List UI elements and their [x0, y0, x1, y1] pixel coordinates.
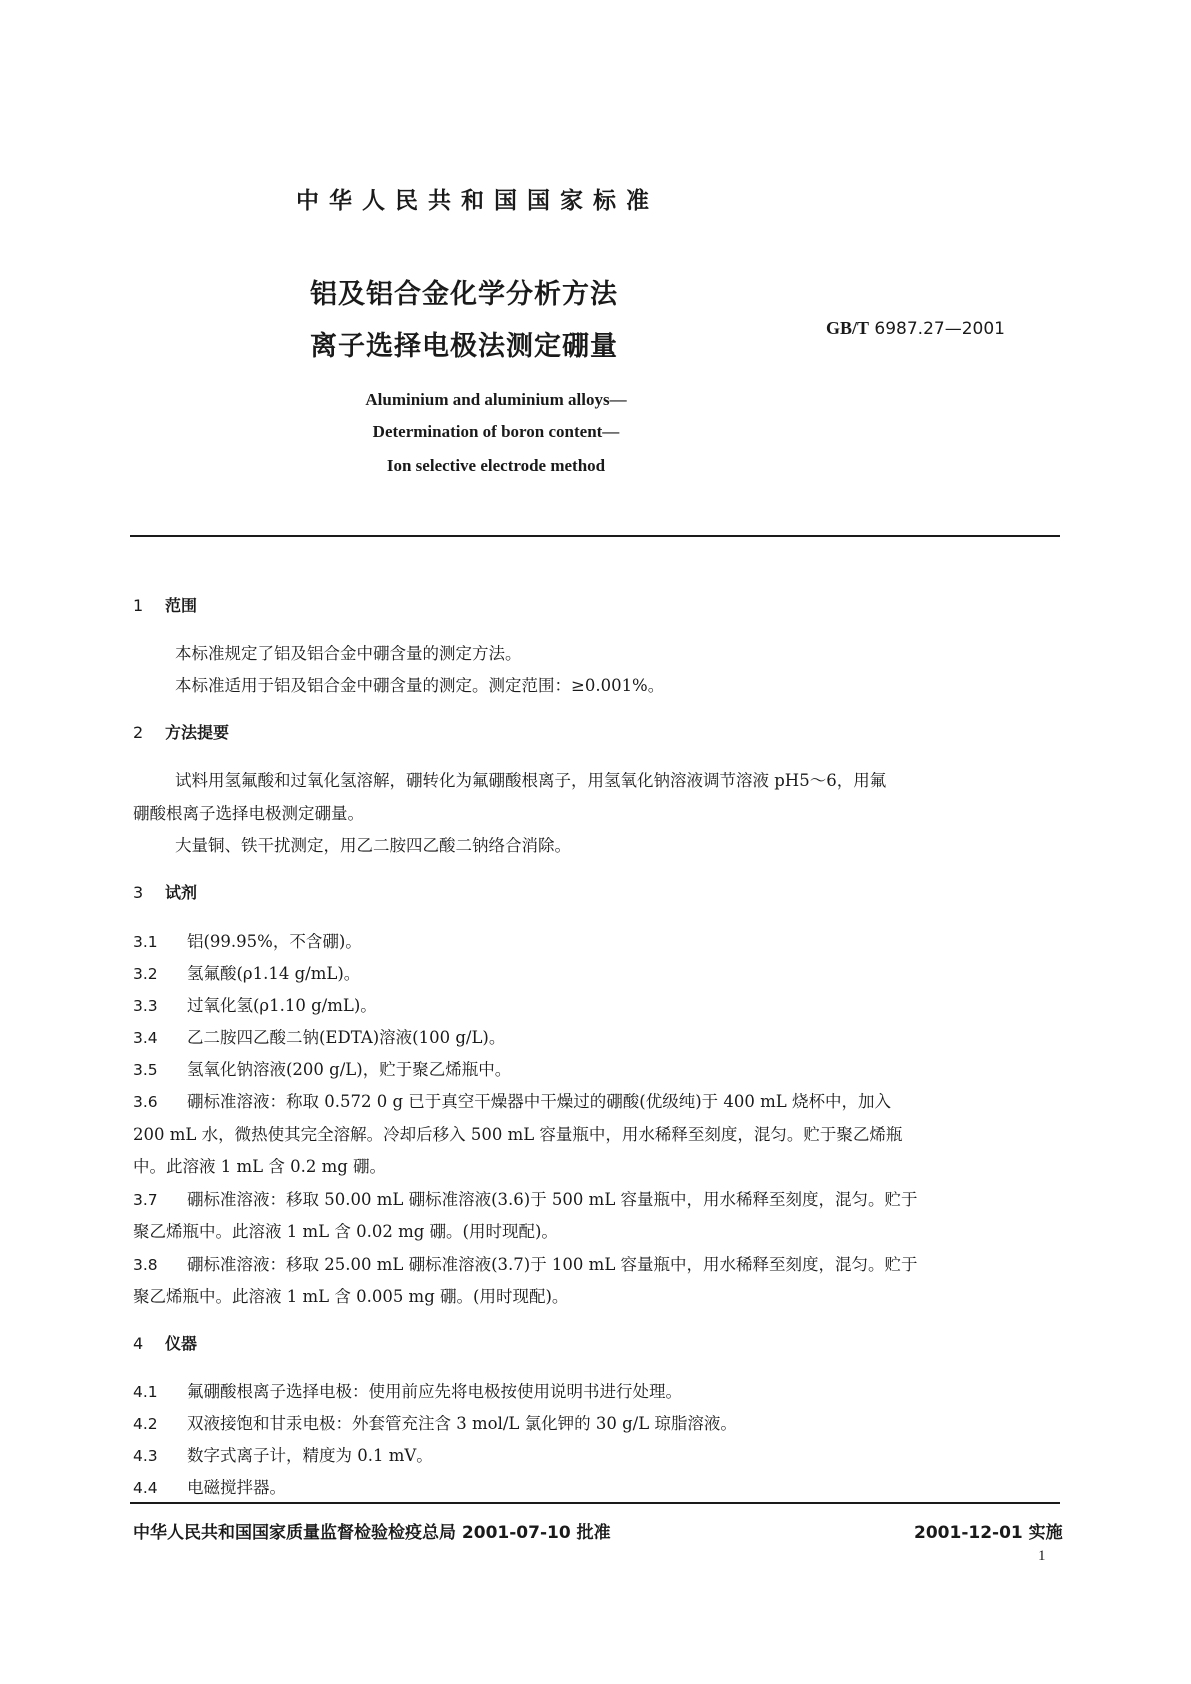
section-1-paragraph-2: 本标准适用于铝及铝合金中硼含量的测定。测定范围：≥0.001%。: [175, 676, 665, 695]
reagent-item: [133, 960, 360, 984]
reagent-item-3-8-line-2: 聚乙烯瓶中。此溶液 1 mL 含 0.005 mg 硼。(用时现配)。: [133, 1287, 569, 1306]
reagent-item-3-8: [133, 1251, 918, 1275]
item-text: 氟硼酸根离子选择电极：使用前应先将电极按使用说明书进行处理。: [187, 1382, 682, 1401]
implementation-date: 2001-12-01 实施: [914, 1523, 1063, 1543]
section-number: 3: [133, 883, 144, 902]
item-text: 乙二胺四乙酸二钠(EDTA)溶液(100 g/L)。: [187, 1028, 506, 1047]
english-title-line-1: Aluminium and aluminium alloys—: [365, 390, 627, 409]
english-title-line-3: Ion selective electrode method: [386, 456, 606, 475]
item-text-line-1: 硼标准溶液：移取 50.00 mL 硼标准溶液(3.6)于 500 mL 容量瓶中，用水稀释至刻度，混匀。贮于: [187, 1190, 918, 1209]
header-divider: [130, 535, 1060, 537]
title-line-1: 铝及铝合金化学分析方法: [310, 279, 618, 310]
item-number: 3.1: [133, 933, 158, 951]
item-number: 3.6: [133, 1093, 158, 1111]
item-text: 铝(99.95%，不含硼)。: [187, 932, 362, 951]
reagent-item-3-6-line-3: 中。此溶液 1 mL 含 0.2 mg 硼。: [133, 1157, 387, 1176]
item-number: 3.8: [133, 1256, 158, 1274]
section-title: 试剂: [165, 883, 198, 902]
item-number: 3.3: [133, 997, 158, 1015]
item-number: 3.7: [133, 1191, 158, 1209]
item-number: 3.2: [133, 965, 158, 983]
reagent-item-3-7: [133, 1186, 918, 1210]
item-number: 4.3: [133, 1447, 158, 1465]
item-text: 数字式离子计，精度为 0.1 mV。: [187, 1446, 433, 1465]
standard-code-number: 6987.27—2001: [874, 319, 1005, 339]
item-text-line-1: 硼标准溶液：移取 25.00 mL 硼标准溶液(3.7)于 100 mL 容量瓶中，用水稀释至刻度，混匀。贮于: [187, 1255, 918, 1274]
english-title-line-2: Determination of boron content—: [372, 422, 620, 441]
reagent-item: [133, 928, 362, 952]
item-text: 过氧化氢(ρ1.10 g/mL)。: [187, 996, 377, 1015]
reagent-item: [133, 992, 377, 1016]
section-3-heading: [133, 880, 197, 903]
page-number: 1: [1038, 1548, 1046, 1564]
reagent-item: [133, 1056, 511, 1080]
item-number: 4.1: [133, 1383, 158, 1401]
item-text: 双液接饱和甘汞电极：外套管充注含 3 mol/L 氯化钾的 30 g/L 琼脂溶液。: [187, 1414, 737, 1433]
section-title: 方法提要: [165, 723, 230, 742]
national-standard-heading: 中华人民共和国国家标准: [296, 188, 659, 214]
title-line-2: 离子选择电极法测定硼量: [310, 331, 618, 362]
instrument-item: [133, 1378, 682, 1402]
item-number: 3.5: [133, 1061, 158, 1079]
section-1-heading: [133, 593, 197, 616]
section-number: 2: [133, 723, 144, 742]
section-2-paragraph-2: 大量铜、铁干扰测定，用乙二胺四乙酸二钠络合消除。: [175, 836, 571, 855]
approval-statement: 中华人民共和国国家质量监督检验检疫总局 2001-07-10 批准: [133, 1523, 611, 1543]
standard-code-prefix: GB/T: [826, 318, 870, 338]
standard-code: [826, 318, 1005, 339]
item-text-line-1: 硼标准溶液：称取 0.572 0 g 已于真空干燥器中干燥过的硼酸(优级纯)于 400 mL 烧杯中，加入: [187, 1092, 891, 1111]
section-4-heading: [133, 1331, 197, 1354]
section-number: 1: [133, 596, 144, 615]
reagent-item-3-6-line-2: 200 mL 水，微热使其完全溶解。冷却后移入 500 mL 容量瓶中，用水稀释至刻度，混匀。贮于聚乙烯瓶: [133, 1125, 903, 1144]
instrument-item: [133, 1410, 737, 1434]
instrument-item: [133, 1442, 433, 1466]
section-2-paragraph-1-line-1: 试料用氢氟酸和过氧化氢溶解，硼转化为氟硼酸根离子，用氢氧化钠溶液调节溶液 pH5～6，用氟: [175, 771, 887, 790]
item-number: 4.4: [133, 1479, 158, 1497]
section-number: 4: [133, 1334, 144, 1353]
section-title: 范围: [165, 596, 198, 615]
section-title: 仪器: [165, 1334, 198, 1353]
section-2-heading: [133, 720, 229, 743]
item-text: 氢氧化钠溶液(200 g/L)，贮于聚乙烯瓶中。: [187, 1060, 512, 1079]
reagent-item: [133, 1024, 505, 1048]
footer-divider: [130, 1502, 1060, 1504]
section-1-paragraph-1: 本标准规定了铝及铝合金中硼含量的测定方法。: [175, 644, 522, 663]
item-text: 电磁搅拌器。: [187, 1478, 286, 1497]
item-number: 3.4: [133, 1029, 158, 1047]
instrument-item: [133, 1474, 286, 1498]
reagent-item-3-7-line-2: 聚乙烯瓶中。此溶液 1 mL 含 0.02 mg 硼。(用时现配)。: [133, 1222, 558, 1241]
reagent-item-3-6: [133, 1088, 891, 1112]
item-number: 4.2: [133, 1415, 158, 1433]
item-text: 氢氟酸(ρ1.14 g/mL)。: [187, 964, 361, 983]
section-2-paragraph-1-line-2: 硼酸根离子选择电极测定硼量。: [133, 804, 364, 823]
